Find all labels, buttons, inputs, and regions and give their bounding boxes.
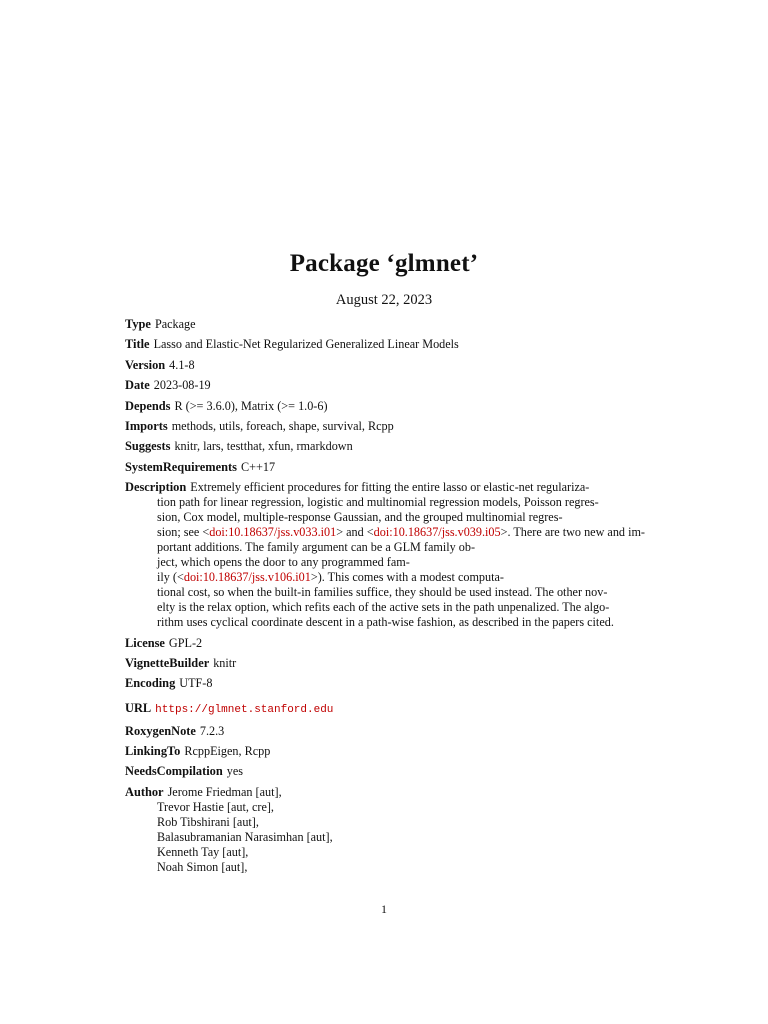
field-key: URL [125,701,152,716]
field-suggests [125,439,655,454]
description-fields [125,317,655,880]
field-key: Encoding [125,676,176,691]
field-key: Depends [125,398,171,413]
field-value: 4.1-8 [169,357,195,372]
field-key: Type [125,317,151,331]
field-value: 2023-08-19 [153,378,211,393]
field-key: SystemRequirements [125,459,237,474]
description-text: >. There are two new and im- [500,525,645,540]
author-name: Noah Simon [aut], [157,859,248,874]
author-line [125,785,655,800]
field-type [125,317,655,332]
description-text: sion; see < [157,525,210,540]
document-date: August 22, 2023 [335,292,433,308]
description-text: > and < [336,525,374,540]
page-number: 1 [381,902,387,916]
field-encoding [125,676,655,691]
field-value: UTF-8 [179,676,213,691]
description-line: elty is the relax option, which refits each of the active sets in the path unpenalized. The algo- [157,600,610,615]
field-value: R (>= 3.6.0), Matrix (>= 1.0-6) [174,398,328,413]
field-system-requirements [125,460,655,475]
field-value: 7.2.3 [199,723,225,738]
description-line [125,525,655,540]
field-linking-to [125,744,655,759]
field-url [125,701,655,718]
field-key: Author [125,784,164,799]
field-vignette-builder [125,656,655,671]
doi-link[interactable]: doi:10.18637/jss.v039.i05 [373,525,501,540]
field-key: Version [125,357,166,372]
field-date [125,378,655,393]
field-key: Title [125,337,150,352]
description-text: Extremely efficient procedures for fitting the entire lasso or elastic-net regulariza- [190,480,590,495]
field-depends [125,399,655,414]
description-line [125,480,655,495]
description-line: portant additions. The family argument can be a GLM family ob- [157,540,476,555]
field-imports [125,419,655,434]
field-value: GPL-2 [168,635,203,650]
package-title: Package ‘glmnet’ [289,250,479,277]
field-value: methods, utils, foreach, shape, survival, Rcpp [171,418,394,433]
field-license [125,636,655,651]
field-value: yes [226,764,244,779]
field-value: Lasso and Elastic-Net Regularized Generalized Linear Models [153,337,459,352]
field-value: knitr, lars, testthat, xfun, rmarkdown [174,439,353,454]
url-link[interactable]: https://glmnet.stanford.edu [155,704,334,717]
author-name: Rob Tibshirani [aut], [157,814,259,829]
field-value: RcppEigen, Rcpp [184,744,271,759]
field-key: NeedsCompilation [125,764,223,779]
description-text: ily (< [157,570,184,585]
field-key: LinkingTo [125,744,181,759]
field-roxygen-note [125,724,655,739]
field-key: Imports [125,418,168,433]
field-key: Suggests [125,439,171,454]
field-key: Description [125,480,187,495]
field-title [125,337,655,352]
description-line: ject, which opens the door to any programmed fam- [157,555,410,570]
author-name: Trevor Hastie [aut, cre], [157,799,274,814]
author-name: Kenneth Tay [aut], [157,844,249,859]
field-key: License [125,635,165,650]
author-name: Jerome Friedman [aut], [167,784,282,799]
field-key: VignetteBuilder [125,655,210,670]
doi-link[interactable]: doi:10.18637/jss.v033.i01 [209,525,337,540]
field-author [125,785,655,875]
field-description [125,480,655,630]
field-needs-compilation [125,764,655,779]
description-line [125,570,655,585]
description-line: tion path for linear regression, logistic and multinomial regression models, Poisson regres- [157,495,599,510]
field-version [125,358,655,373]
description-line: rithm uses cyclical coordinate descent in a path-wise fashion, as described in the papers cited. [157,615,614,630]
field-value: Package [154,317,196,331]
author-name: Balasubramanian Narasimhan [aut], [157,829,333,844]
doi-link[interactable]: doi:10.18637/jss.v106.i01 [183,570,311,585]
field-key: Date [125,378,150,393]
field-value: C++17 [240,459,276,474]
description-line: tional cost, so when the built-in families suffice, they should be used instead. The other nov- [157,585,608,600]
description-line: sion, Cox model, multiple-response Gaussian, and the grouped multinomial regres- [157,510,563,525]
field-key: RoxygenNote [125,723,196,738]
description-text: >). This comes with a modest computa- [310,570,504,585]
field-value: knitr [213,655,237,670]
